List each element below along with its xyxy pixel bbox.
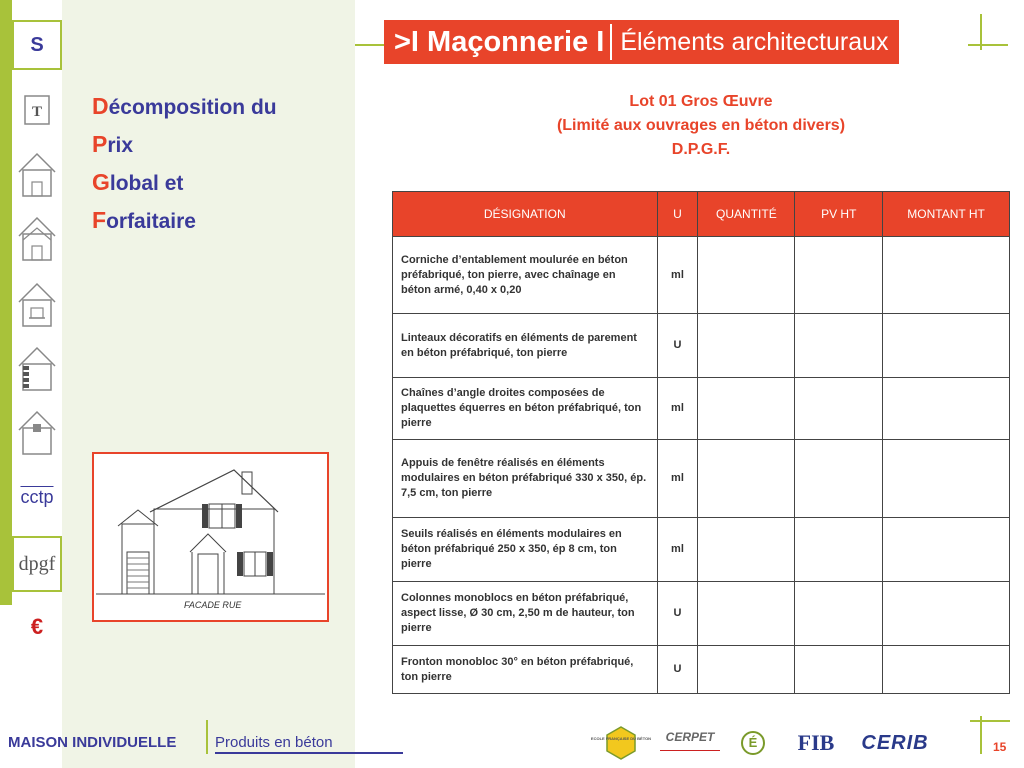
table-row bbox=[393, 518, 1010, 582]
document-icon bbox=[23, 94, 51, 126]
logo-cerpet: CERPET bbox=[660, 724, 720, 751]
designation-cell: Appuis de fenêtre réalisés en éléments modulaires en béton préfabriqué 330 x 350, ép. 7,5 cm, ton pierre bbox=[393, 440, 658, 518]
designation-cell: Colonnes monoblocs en béton préfabriqué, aspect lisse, Ø 30 cm, 2,50 m de hauteur, ton pierre bbox=[393, 582, 658, 646]
nav-euro-button[interactable] bbox=[12, 612, 62, 642]
quantity-cell[interactable] bbox=[698, 378, 795, 440]
nav-dpgf-button[interactable] bbox=[12, 536, 62, 592]
heading-line-2: Prix bbox=[92, 131, 134, 157]
svg-text:ECOLE FRANÇAISE DU BÉTON: ECOLE FRANÇAISE DU BÉTON bbox=[590, 736, 652, 741]
heading-line-1: Décomposition du bbox=[92, 93, 277, 119]
designation-cell: Fronton monobloc 30° en béton préfabriqué, ton pierre bbox=[393, 646, 658, 694]
column-header: DÉSIGNATION bbox=[393, 192, 658, 237]
quantity-cell[interactable] bbox=[698, 237, 795, 314]
unit-cell: ml bbox=[657, 378, 698, 440]
table-row bbox=[393, 440, 1010, 518]
lot-line-2: (Limité aux ouvrages en béton divers) bbox=[556, 117, 846, 134]
dpgf-label: dpgf bbox=[18, 552, 56, 575]
unit-cell: U bbox=[657, 582, 698, 646]
unit-cell: U bbox=[657, 314, 698, 378]
house-roof-icon bbox=[17, 214, 57, 262]
amount-cell[interactable] bbox=[883, 646, 1010, 694]
house-window-icon bbox=[17, 280, 57, 328]
logo-fib: FIB bbox=[797, 730, 835, 755]
footer-separator bbox=[206, 720, 208, 754]
amount-cell[interactable] bbox=[883, 518, 1010, 582]
amount-cell[interactable] bbox=[883, 378, 1010, 440]
heading-line-4: Forfaitaire bbox=[92, 207, 196, 233]
efb-logo-icon bbox=[590, 726, 652, 760]
designation-cell: Corniche d’entablement moulurée en béton préfabriqué, ton pierre, avec chaînage en béton armé, 0,40 x 0,20 bbox=[393, 237, 658, 314]
dpgf-table bbox=[392, 191, 1010, 694]
amount-cell[interactable] bbox=[883, 237, 1010, 314]
price-cell[interactable] bbox=[795, 237, 883, 314]
title-main: >I Maçonnerie I bbox=[394, 25, 605, 58]
quantity-cell[interactable] bbox=[698, 518, 795, 582]
unit-cell: ml bbox=[657, 237, 698, 314]
nav-stripe bbox=[0, 0, 12, 605]
logo-efb bbox=[590, 724, 652, 762]
logo-ecolabel: É bbox=[736, 724, 770, 762]
table-row bbox=[393, 237, 1010, 314]
facade-caption: FACADE RUE bbox=[184, 600, 242, 610]
table-row bbox=[393, 646, 1010, 694]
house-icon bbox=[17, 150, 57, 198]
table-header-row bbox=[393, 192, 1010, 237]
designation-cell: Seuils réalisés en éléments modulaires en béton préfabriqué 250 x 350, ép 8 cm, ton pierre bbox=[393, 518, 658, 582]
table-row bbox=[393, 314, 1010, 378]
nav-document-button[interactable] bbox=[12, 88, 62, 132]
cctp-label: cctp bbox=[20, 486, 54, 507]
footer-right-label: Produits en béton bbox=[215, 734, 333, 751]
price-cell[interactable] bbox=[795, 378, 883, 440]
unit-cell: U bbox=[657, 646, 698, 694]
title-bar bbox=[384, 20, 899, 64]
nav-house-roof-button[interactable] bbox=[12, 212, 62, 264]
price-cell[interactable] bbox=[795, 518, 883, 582]
logo-cerib: CERIB bbox=[861, 731, 929, 754]
title-line bbox=[355, 44, 385, 46]
deco-line-top-h bbox=[968, 44, 1008, 46]
title-sub-box bbox=[610, 24, 898, 60]
house-gable-icon bbox=[17, 408, 57, 456]
quantity-cell[interactable] bbox=[698, 314, 795, 378]
svg-text:T: T bbox=[31, 104, 43, 120]
amount-cell[interactable] bbox=[883, 314, 1010, 378]
quantity-cell[interactable] bbox=[698, 646, 795, 694]
unit-cell: ml bbox=[657, 518, 698, 582]
column-header: MONTANT HT bbox=[883, 192, 1010, 237]
nav-house-gable-button[interactable] bbox=[12, 406, 62, 458]
footer-underline bbox=[215, 752, 403, 754]
designation-cell: Chaînes d’angle droites composées de plaquettes équerres en béton préfabriqué, ton pierre bbox=[393, 378, 658, 440]
nav-house-bricks-button[interactable] bbox=[12, 342, 62, 394]
nav-house-button[interactable] bbox=[12, 148, 62, 200]
heading-line-3: Global et bbox=[92, 169, 184, 195]
lot-line-3: D.P.G.F. bbox=[671, 141, 731, 158]
designation-cell: Linteaux décoratifs en éléments de parement en béton préfabriqué, ton pierre bbox=[393, 314, 658, 378]
footer-left-label: MAISON INDIVIDUELLE bbox=[8, 734, 177, 751]
house-bricks-icon bbox=[17, 344, 57, 392]
table-row bbox=[393, 378, 1010, 440]
price-cell[interactable] bbox=[795, 646, 883, 694]
deco-line-bottom-h bbox=[970, 720, 1010, 722]
lot-line-1: Lot 01 Gros Œuvre bbox=[629, 93, 773, 110]
column-header: QUANTITÉ bbox=[698, 192, 795, 237]
nav-house-window-button[interactable] bbox=[12, 278, 62, 330]
column-header: PV HT bbox=[795, 192, 883, 237]
price-cell[interactable] bbox=[795, 440, 883, 518]
title-sub: Éléments architecturaux bbox=[620, 27, 889, 56]
amount-cell[interactable] bbox=[883, 582, 1010, 646]
nav-cctp-button[interactable] bbox=[12, 478, 62, 516]
price-cell[interactable] bbox=[795, 314, 883, 378]
lot-heading bbox=[392, 90, 1010, 162]
facade-drawing bbox=[92, 452, 329, 622]
quantity-cell[interactable] bbox=[698, 440, 795, 518]
unit-cell: ml bbox=[657, 440, 698, 518]
euro-label: € bbox=[30, 614, 44, 639]
page-heading bbox=[92, 88, 352, 240]
amount-cell[interactable] bbox=[883, 440, 1010, 518]
column-header: U bbox=[657, 192, 698, 237]
price-cell[interactable] bbox=[795, 582, 883, 646]
quantity-cell[interactable] bbox=[698, 582, 795, 646]
page-number: 15 bbox=[993, 740, 1007, 754]
facade-illustration bbox=[94, 454, 327, 620]
nav-summary-button[interactable]: S bbox=[12, 20, 62, 70]
table-row bbox=[393, 582, 1010, 646]
